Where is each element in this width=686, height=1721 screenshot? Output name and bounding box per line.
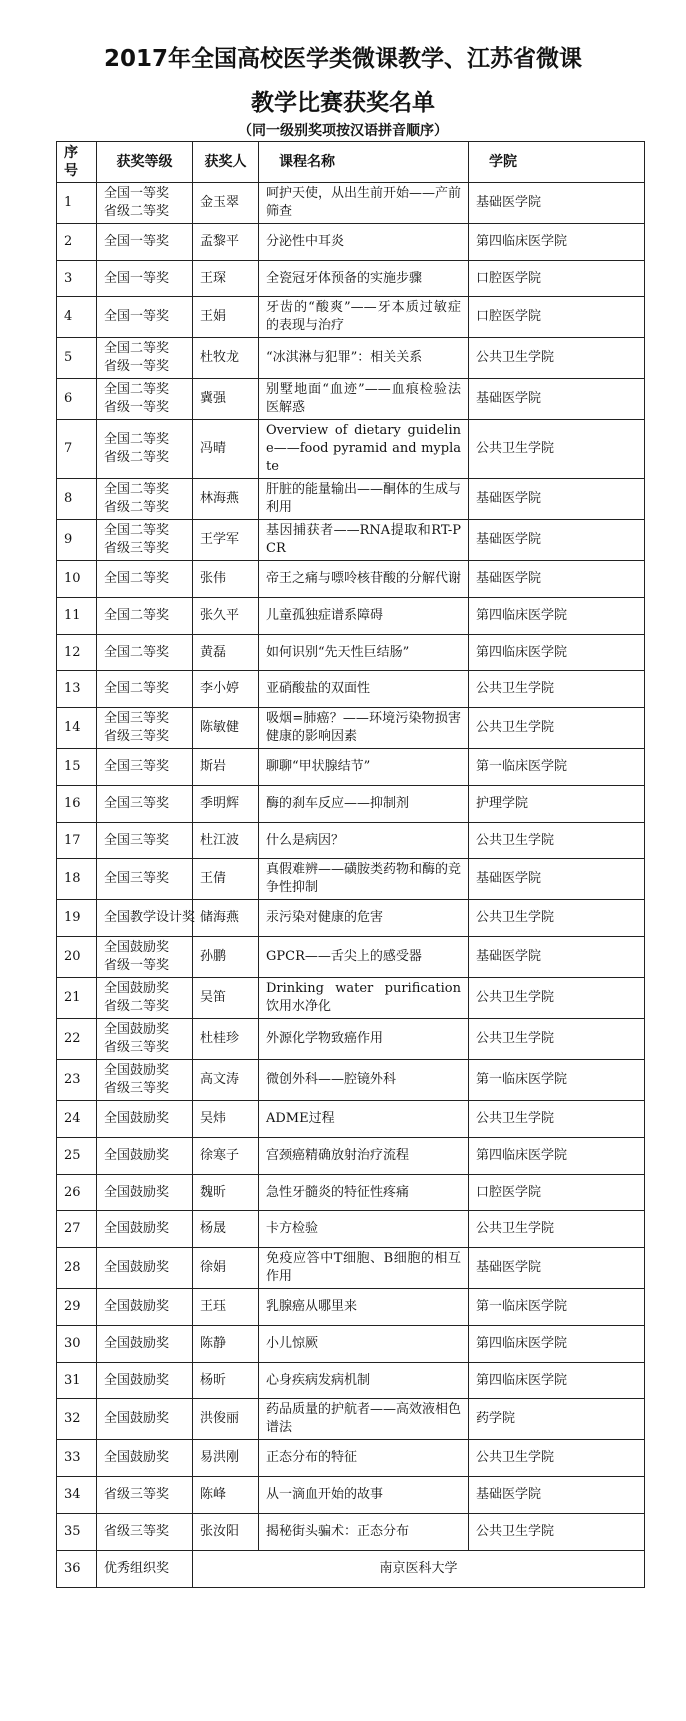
row-number: 1 bbox=[57, 183, 97, 224]
table-row bbox=[57, 900, 645, 937]
table-row bbox=[57, 561, 645, 598]
course-name: 分泌性中耳炎 bbox=[259, 224, 469, 261]
award-level-cell bbox=[97, 859, 193, 900]
row-number: 26 bbox=[57, 1175, 97, 1211]
table-row bbox=[57, 479, 645, 520]
course-name: 汞污染对健康的危害 bbox=[259, 900, 469, 937]
course-name: 卡方检验 bbox=[259, 1211, 469, 1248]
winner-name: 林海燕 bbox=[193, 479, 259, 520]
row-number: 33 bbox=[57, 1440, 97, 1477]
award-level: 省级一等奖 bbox=[104, 359, 170, 374]
table-row bbox=[57, 297, 645, 338]
course-name: 乳腺癌从哪里来 bbox=[259, 1289, 469, 1326]
table-row bbox=[57, 671, 645, 708]
course-name: 正态分布的特征 bbox=[259, 1440, 469, 1477]
winner-name: 王娟 bbox=[193, 297, 259, 338]
school-name: 公共卫生学院 bbox=[469, 338, 645, 379]
organization-name: 南京医科大学 bbox=[193, 1551, 645, 1588]
award-level: 全国鼓励奖 bbox=[104, 1299, 170, 1314]
award-level: 全国鼓励奖 bbox=[104, 940, 170, 955]
row-number: 32 bbox=[57, 1399, 97, 1440]
winner-name: 斯岩 bbox=[193, 749, 259, 786]
award-level: 全国二等奖 bbox=[104, 608, 170, 623]
award-level: 全国二等奖 bbox=[104, 644, 170, 660]
course-name: 牙齿的“酸爽”——牙本质过敏症的表现与治疗 bbox=[259, 297, 469, 338]
award-level: 省级二等奖 bbox=[104, 999, 170, 1014]
table-row bbox=[57, 1019, 645, 1060]
winner-name: 吴炜 bbox=[193, 1101, 259, 1138]
award-level: 省级三等奖 bbox=[104, 1487, 170, 1502]
table-row bbox=[57, 749, 645, 786]
winner-name: 王倩 bbox=[193, 859, 259, 900]
row-number: 25 bbox=[57, 1138, 97, 1175]
header-school: 学院 bbox=[469, 142, 645, 183]
award-level-cell bbox=[97, 1399, 193, 1440]
school-name: 基础医学院 bbox=[469, 561, 645, 598]
table-row bbox=[57, 1326, 645, 1363]
header-course-name: 课程名称 bbox=[259, 142, 469, 183]
row-number: 35 bbox=[57, 1514, 97, 1551]
course-name: 急性牙髓炎的特征性疼痛 bbox=[259, 1175, 469, 1211]
award-level: 全国三等奖 bbox=[104, 871, 170, 886]
winner-name: 洪俊丽 bbox=[193, 1399, 259, 1440]
table-row bbox=[57, 1477, 645, 1514]
row-number: 17 bbox=[57, 823, 97, 859]
award-level: 省级三等奖 bbox=[104, 1524, 170, 1539]
table-row bbox=[57, 520, 645, 561]
award-level: 省级三等奖 bbox=[104, 1081, 170, 1096]
winner-name: 陈峰 bbox=[193, 1477, 259, 1514]
award-level-cell bbox=[97, 1019, 193, 1060]
school-name: 公共卫生学院 bbox=[469, 1440, 645, 1477]
winner-name: 王琛 bbox=[193, 261, 259, 297]
document-title-line-1: 2017年全国高校医学类微课教学、江苏省微课 bbox=[103, 46, 582, 72]
school-name: 基础医学院 bbox=[469, 183, 645, 224]
award-level: 全国三等奖 bbox=[104, 711, 170, 726]
winner-name: 金玉翠 bbox=[193, 183, 259, 224]
award-level: 全国二等奖 bbox=[104, 571, 170, 586]
course-name: Overview of dietary guideline——food pyramid and myplate bbox=[259, 420, 469, 479]
table-row bbox=[57, 379, 645, 420]
table-row bbox=[57, 1363, 645, 1399]
course-name: 微创外科——腔镜外科 bbox=[259, 1060, 469, 1101]
course-name: 什么是病因？ bbox=[259, 823, 469, 859]
table-row bbox=[57, 338, 645, 379]
table-header-row bbox=[57, 142, 645, 183]
winner-name: 李小婷 bbox=[193, 671, 259, 708]
row-number: 21 bbox=[57, 978, 97, 1019]
award-level-cell bbox=[97, 1175, 193, 1211]
award-level: 省级二等奖 bbox=[104, 204, 170, 219]
school-name: 基础医学院 bbox=[469, 937, 645, 978]
award-level-cell bbox=[97, 1326, 193, 1363]
school-name: 基础医学院 bbox=[469, 379, 645, 420]
award-level: 省级一等奖 bbox=[104, 958, 170, 973]
award-level-cell bbox=[97, 635, 193, 671]
award-level: 全国二等奖 bbox=[104, 523, 170, 538]
document-title-line-2: 教学比赛获奖名单 bbox=[251, 90, 435, 116]
award-level: 全国教学设计奖 bbox=[104, 910, 196, 925]
award-level: 全国鼓励奖 bbox=[104, 1221, 170, 1236]
course-name: ADME过程 bbox=[259, 1101, 469, 1138]
award-level: 全国二等奖 bbox=[104, 432, 170, 447]
row-number: 11 bbox=[57, 598, 97, 635]
award-level: 省级二等奖 bbox=[104, 450, 170, 465]
row-number: 31 bbox=[57, 1363, 97, 1399]
table-row bbox=[57, 420, 645, 479]
award-level: 省级一等奖 bbox=[104, 400, 170, 415]
winner-name: 杨晟 bbox=[193, 1211, 259, 1248]
table-row-organization-award bbox=[57, 1551, 645, 1588]
winner-name: 孙鹏 bbox=[193, 937, 259, 978]
row-number: 18 bbox=[57, 859, 97, 900]
award-level: 全国鼓励奖 bbox=[104, 1184, 170, 1200]
award-level: 全国一等奖 bbox=[104, 309, 170, 324]
winner-name: 杜牧龙 bbox=[193, 338, 259, 379]
table-row bbox=[57, 859, 645, 900]
row-number: 4 bbox=[57, 297, 97, 338]
row-number: 14 bbox=[57, 708, 97, 749]
school-name: 口腔医学院 bbox=[469, 297, 645, 338]
course-name: 外源化学物致癌作用 bbox=[259, 1019, 469, 1060]
school-name: 基础医学院 bbox=[469, 859, 645, 900]
course-name: 从一滴血开始的故事 bbox=[259, 1477, 469, 1514]
course-name: 免疫应答中T细胞、B细胞的相互作用 bbox=[259, 1248, 469, 1289]
row-number: 23 bbox=[57, 1060, 97, 1101]
award-level: 全国一等奖 bbox=[104, 186, 170, 201]
row-number: 16 bbox=[57, 786, 97, 823]
row-number: 22 bbox=[57, 1019, 97, 1060]
course-name: 药品质量的护航者——高效液相色谱法 bbox=[259, 1399, 469, 1440]
winner-name: 陈敏健 bbox=[193, 708, 259, 749]
course-name: 心身疾病发病机制 bbox=[259, 1363, 469, 1399]
table-row bbox=[57, 1175, 645, 1211]
award-level-cell bbox=[97, 598, 193, 635]
school-name: 公共卫生学院 bbox=[469, 1211, 645, 1248]
course-name: 别墅地面“血迹”——血痕检验法医解惑 bbox=[259, 379, 469, 420]
course-name: 全瓷冠牙体预备的实施步骤 bbox=[259, 261, 469, 297]
award-level: 全国鼓励奖 bbox=[104, 1336, 170, 1351]
header-number: 序号 bbox=[57, 142, 97, 183]
award-level-cell bbox=[97, 671, 193, 708]
winner-name: 徐寒子 bbox=[193, 1138, 259, 1175]
award-level: 全国一等奖 bbox=[104, 270, 170, 286]
table-row bbox=[57, 261, 645, 297]
award-level: 全国鼓励奖 bbox=[104, 1022, 170, 1037]
course-name: 基因捕获者——RNA提取和RT-PCR bbox=[259, 520, 469, 561]
course-name: 吸烟=肺癌？——环境污染物损害健康的影响因素 bbox=[259, 708, 469, 749]
course-name: 亚硝酸盐的双面性 bbox=[259, 671, 469, 708]
school-name: 第四临床医学院 bbox=[469, 224, 645, 261]
winner-name: 张久平 bbox=[193, 598, 259, 635]
school-name: 基础医学院 bbox=[469, 1248, 645, 1289]
winner-name: 魏昕 bbox=[193, 1175, 259, 1211]
course-name: 揭秘街头骗术：正态分布 bbox=[259, 1514, 469, 1551]
course-name: “冰淇淋与犯罪”：相关关系 bbox=[259, 338, 469, 379]
table-row bbox=[57, 1060, 645, 1101]
school-name: 第四临床医学院 bbox=[469, 1363, 645, 1399]
award-level: 全国鼓励奖 bbox=[104, 981, 170, 996]
award-level: 全国鼓励奖 bbox=[104, 1148, 170, 1163]
winner-name: 吴笛 bbox=[193, 978, 259, 1019]
award-level-cell bbox=[97, 1289, 193, 1326]
row-number: 13 bbox=[57, 671, 97, 708]
award-level: 省级三等奖 bbox=[104, 729, 170, 744]
school-name: 第一临床医学院 bbox=[469, 1289, 645, 1326]
table-row bbox=[57, 1248, 645, 1289]
row-number: 24 bbox=[57, 1101, 97, 1138]
award-level-cell bbox=[97, 1138, 193, 1175]
winner-name: 储海燕 bbox=[193, 900, 259, 937]
school-name: 公共卫生学院 bbox=[469, 1101, 645, 1138]
course-name: 酶的刹车反应——抑制剂 bbox=[259, 786, 469, 823]
school-name: 口腔医学院 bbox=[469, 261, 645, 297]
school-name: 公共卫生学院 bbox=[469, 823, 645, 859]
award-level-cell bbox=[97, 520, 193, 561]
school-name: 第一临床医学院 bbox=[469, 1060, 645, 1101]
course-name: 聊聊“甲状腺结节” bbox=[259, 749, 469, 786]
table-row bbox=[57, 1399, 645, 1440]
school-name: 公共卫生学院 bbox=[469, 978, 645, 1019]
award-level: 全国鼓励奖 bbox=[104, 1063, 170, 1078]
row-number: 12 bbox=[57, 635, 97, 671]
school-name: 公共卫生学院 bbox=[469, 1514, 645, 1551]
award-level-cell bbox=[97, 900, 196, 937]
course-name: 肝脏的能量输出——酮体的生成与利用 bbox=[259, 479, 469, 520]
row-number: 5 bbox=[57, 338, 97, 379]
table-row bbox=[57, 937, 645, 978]
winner-name: 杜桂珍 bbox=[193, 1019, 259, 1060]
winner-name: 张伟 bbox=[193, 561, 259, 598]
award-level-cell bbox=[97, 379, 193, 420]
row-number: 3 bbox=[57, 261, 97, 297]
winner-name: 王珏 bbox=[193, 1289, 259, 1326]
award-level-cell bbox=[97, 561, 193, 598]
row-number: 30 bbox=[57, 1326, 97, 1363]
award-level: 全国三等奖 bbox=[104, 759, 170, 774]
award-level-cell bbox=[97, 297, 193, 338]
row-number: 34 bbox=[57, 1477, 97, 1514]
row-number: 7 bbox=[57, 420, 97, 479]
table-row bbox=[57, 1440, 645, 1477]
table-row bbox=[57, 978, 645, 1019]
winner-name: 黄磊 bbox=[193, 635, 259, 671]
school-name: 药学院 bbox=[469, 1399, 645, 1440]
row-number: 20 bbox=[57, 937, 97, 978]
award-level-cell bbox=[97, 937, 193, 978]
award-level: 省级三等奖 bbox=[104, 1040, 170, 1055]
award-level-cell bbox=[97, 749, 193, 786]
winner-name: 张汝阳 bbox=[193, 1514, 259, 1551]
award-level-cell bbox=[97, 1440, 193, 1477]
table-row bbox=[57, 224, 645, 261]
table-row bbox=[57, 1211, 645, 1248]
winner-name: 易洪刚 bbox=[193, 1440, 259, 1477]
award-level: 全国二等奖 bbox=[104, 341, 170, 356]
row-number: 8 bbox=[57, 479, 97, 520]
award-level: 省级二等奖 bbox=[104, 500, 170, 515]
table-row bbox=[57, 823, 645, 859]
award-level: 优秀组织奖 bbox=[97, 1551, 193, 1588]
row-number: 36 bbox=[57, 1551, 97, 1588]
award-level-cell bbox=[97, 224, 193, 261]
award-level-cell bbox=[97, 1101, 193, 1138]
school-name: 第一临床医学院 bbox=[469, 749, 645, 786]
award-level-cell bbox=[97, 1060, 193, 1101]
school-name: 公共卫生学院 bbox=[469, 1019, 645, 1060]
award-level-cell bbox=[97, 978, 193, 1019]
table-row bbox=[57, 1514, 645, 1551]
school-name: 公共卫生学院 bbox=[469, 671, 645, 708]
course-name: 如何识别“先天性巨结肠” bbox=[259, 635, 469, 671]
school-name: 第四临床医学院 bbox=[469, 1326, 645, 1363]
award-level: 全国鼓励奖 bbox=[104, 1411, 170, 1426]
school-name: 基础医学院 bbox=[469, 1477, 645, 1514]
course-name: 儿童孤独症谱系障碍 bbox=[259, 598, 469, 635]
school-name: 公共卫生学院 bbox=[469, 900, 645, 937]
winner-name: 季明辉 bbox=[193, 786, 259, 823]
table-row bbox=[57, 786, 645, 823]
school-name: 基础医学院 bbox=[469, 520, 645, 561]
table-row bbox=[57, 1101, 645, 1138]
award-level: 全国二等奖 bbox=[104, 681, 170, 696]
header-award-level: 获奖等级 bbox=[97, 142, 193, 183]
winner-name: 杜江波 bbox=[193, 823, 259, 859]
award-level: 全国三等奖 bbox=[104, 832, 170, 848]
award-level-cell bbox=[97, 823, 193, 859]
course-name: 帝王之痛与嘌呤核苷酸的分解代谢 bbox=[259, 561, 469, 598]
school-name: 第四临床医学院 bbox=[469, 1138, 645, 1175]
winner-name: 冀强 bbox=[193, 379, 259, 420]
course-name: 小儿惊厥 bbox=[259, 1326, 469, 1363]
row-number: 10 bbox=[57, 561, 97, 598]
row-number: 27 bbox=[57, 1211, 97, 1248]
award-list-table bbox=[56, 141, 645, 1588]
award-level: 全国三等奖 bbox=[104, 796, 170, 811]
school-name: 第四临床医学院 bbox=[469, 598, 645, 635]
course-name: 呵护天使，从出生前开始——产前筛查 bbox=[259, 183, 469, 224]
award-level: 全国鼓励奖 bbox=[104, 1372, 170, 1388]
award-level: 全国鼓励奖 bbox=[104, 1260, 170, 1275]
award-level-cell bbox=[97, 708, 193, 749]
row-number: 6 bbox=[57, 379, 97, 420]
row-number: 15 bbox=[57, 749, 97, 786]
row-number: 2 bbox=[57, 224, 97, 261]
table-row bbox=[57, 183, 645, 224]
table-row bbox=[57, 1138, 645, 1175]
award-level-cell bbox=[97, 338, 193, 379]
school-name: 口腔医学院 bbox=[469, 1175, 645, 1211]
award-level-cell bbox=[97, 420, 193, 479]
winner-name: 冯晴 bbox=[193, 420, 259, 479]
winner-name: 徐娟 bbox=[193, 1248, 259, 1289]
award-level: 全国鼓励奖 bbox=[104, 1450, 170, 1465]
row-number: 29 bbox=[57, 1289, 97, 1326]
table-row bbox=[57, 598, 645, 635]
award-level-cell bbox=[97, 479, 193, 520]
school-name: 护理学院 bbox=[469, 786, 645, 823]
winner-name: 孟黎平 bbox=[193, 224, 259, 261]
winner-name: 陈静 bbox=[193, 1326, 259, 1363]
row-number: 19 bbox=[57, 900, 97, 937]
table-row bbox=[57, 1289, 645, 1326]
course-name: 真假难辨——磺胺类药物和酶的竞争性抑制 bbox=[259, 859, 469, 900]
table-body bbox=[57, 183, 645, 1588]
award-level: 全国鼓励奖 bbox=[104, 1111, 170, 1126]
winner-name: 高文涛 bbox=[193, 1060, 259, 1101]
row-number: 9 bbox=[57, 520, 97, 561]
school-name: 公共卫生学院 bbox=[469, 708, 645, 749]
award-level-cell bbox=[97, 1514, 193, 1551]
award-level: 全国二等奖 bbox=[104, 482, 170, 497]
award-level-cell bbox=[97, 1211, 193, 1248]
award-level: 全国二等奖 bbox=[104, 382, 170, 397]
school-name: 基础医学院 bbox=[469, 479, 645, 520]
course-name: 宫颈癌精确放射治疗流程 bbox=[259, 1138, 469, 1175]
award-level-cell bbox=[97, 261, 193, 297]
course-name: GPCR——舌尖上的感受器 bbox=[259, 937, 469, 978]
award-level-cell bbox=[97, 1477, 193, 1514]
award-level-cell bbox=[97, 786, 193, 823]
award-level-cell bbox=[97, 183, 193, 224]
award-level: 省级三等奖 bbox=[104, 541, 170, 556]
table-row bbox=[57, 708, 645, 749]
course-name: Drinking water purification 饮用水净化 bbox=[259, 978, 469, 1019]
award-level-cell bbox=[97, 1363, 193, 1399]
winner-name: 杨昕 bbox=[193, 1363, 259, 1399]
table-row bbox=[57, 635, 645, 671]
winner-name: 王学军 bbox=[193, 520, 259, 561]
school-name: 第四临床医学院 bbox=[469, 635, 645, 671]
row-number: 28 bbox=[57, 1248, 97, 1289]
school-name: 公共卫生学院 bbox=[469, 420, 645, 479]
header-winner: 获奖人 bbox=[193, 142, 259, 183]
award-level-cell bbox=[97, 1248, 193, 1289]
document-subtitle: （同一级别奖项按汉语拼音顺序） bbox=[238, 123, 448, 139]
award-level: 全国一等奖 bbox=[104, 234, 170, 249]
